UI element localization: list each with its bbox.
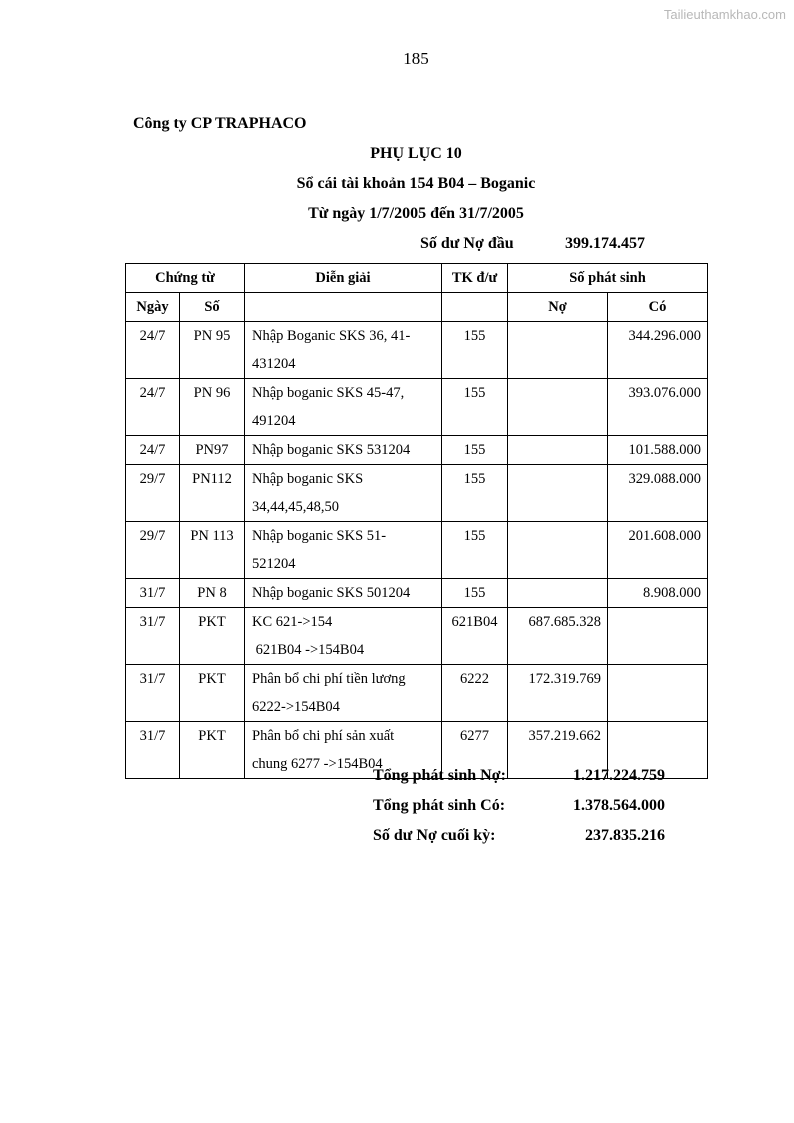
table-row — [126, 379, 708, 436]
cell-account: 155 — [442, 436, 508, 465]
table-row — [126, 322, 708, 379]
header-account: TK đ/ư — [442, 264, 508, 293]
appendix-title: PHỤ LỤC 10 — [370, 145, 462, 162]
cell-date: 24/7 — [126, 322, 180, 379]
header-description: Diễn giải — [245, 264, 442, 293]
cell-date: 31/7 — [126, 579, 180, 608]
cell-debit: 172.319.769 — [508, 665, 608, 722]
watermark: Tailieuthamkhao.com — [663, 7, 786, 22]
description-line-2: 621B04 ->154B04 — [252, 642, 365, 658]
cell-description — [245, 465, 442, 522]
cell-description — [245, 608, 442, 665]
company-name: Công ty CP TRAPHACO — [133, 115, 307, 132]
description-line-1: Nhập boganic SKS 531204 — [252, 442, 411, 458]
opening-balance-label: Số dư Nợ đầu — [420, 235, 514, 252]
header-credit: Có — [608, 293, 708, 322]
closing-balance-value: 237.835.216 — [585, 827, 665, 844]
description-line-2: 34,44,45,48,50 — [252, 499, 339, 515]
cell-credit: 101.588.000 — [608, 436, 708, 465]
cell-debit: 357.219.662 — [508, 722, 608, 779]
cell-credit: 393.076.000 — [608, 379, 708, 436]
cell-account: 155 — [442, 522, 508, 579]
cell-description — [245, 322, 442, 379]
cell-number: PN 95 — [180, 322, 245, 379]
cell-debit — [508, 436, 608, 465]
header-arising: Số phát sinh — [508, 264, 708, 293]
cell-date: 24/7 — [126, 379, 180, 436]
period: Từ ngày 1/7/2005 đến 31/7/2005 — [308, 205, 524, 222]
opening-balance-value: 399.174.457 — [565, 235, 645, 252]
cell-description — [245, 579, 442, 608]
header-debit: Nợ — [508, 293, 608, 322]
cell-date: 31/7 — [126, 608, 180, 665]
cell-debit — [508, 322, 608, 379]
description-line-1: Nhập boganic SKS — [252, 471, 364, 487]
cell-debit — [508, 379, 608, 436]
description-line-2: chung 6277 ->154B04 — [252, 756, 383, 772]
opening-balance — [420, 235, 645, 253]
cell-date: 31/7 — [126, 722, 180, 779]
cell-date: 31/7 — [126, 665, 180, 722]
cell-credit — [608, 608, 708, 665]
header-number: Số — [180, 293, 245, 322]
cell-account: 6222 — [442, 665, 508, 722]
cell-number: PN 8 — [180, 579, 245, 608]
cell-debit — [508, 522, 608, 579]
page-number: 185 — [403, 49, 429, 68]
cell-number: PN97 — [180, 436, 245, 465]
cell-date: 29/7 — [126, 465, 180, 522]
description-line-1: KC 621->154 — [252, 614, 333, 630]
cell-debit — [508, 465, 608, 522]
table-row — [126, 579, 708, 608]
cell-date: 24/7 — [126, 436, 180, 465]
total-credit-row — [373, 797, 665, 827]
cell-description — [245, 379, 442, 436]
cell-number: PN 113 — [180, 522, 245, 579]
table-row — [126, 436, 708, 465]
cell-account: 155 — [442, 322, 508, 379]
cell-debit — [508, 579, 608, 608]
table-row — [126, 522, 708, 579]
cell-number: PKT — [180, 722, 245, 779]
table-row — [126, 465, 708, 522]
total-debit-row — [373, 767, 665, 797]
table-row — [126, 608, 708, 665]
description-line-2: 491204 — [252, 413, 296, 429]
cell-credit: 344.296.000 — [608, 322, 708, 379]
header-date: Ngày — [126, 293, 180, 322]
description-line-1: Nhập boganic SKS 501204 — [252, 585, 411, 601]
description-line-1: Phân bổ chi phí tiền lương — [252, 671, 406, 687]
ledger-title: Sổ cái tài khoản 154 B04 – Boganic — [296, 175, 536, 192]
ledger-table — [125, 263, 708, 779]
header-voucher: Chứng từ — [126, 264, 245, 293]
cell-account: 155 — [442, 579, 508, 608]
cell-credit: 8.908.000 — [608, 579, 708, 608]
totals-block — [373, 767, 665, 857]
description-line-2: 431204 — [252, 356, 296, 372]
cell-account: 621B04 — [442, 608, 508, 665]
cell-debit: 687.685.328 — [508, 608, 608, 665]
cell-account: 6277 — [442, 722, 508, 779]
closing-balance-row — [373, 827, 665, 857]
cell-number: PKT — [180, 608, 245, 665]
cell-number: PN 96 — [180, 379, 245, 436]
cell-number: PN112 — [180, 465, 245, 522]
cell-description — [245, 665, 442, 722]
total-credit-label: Tổng phát sinh Có: — [373, 797, 506, 814]
table-subheader-row — [126, 293, 708, 322]
description-line-1: Nhập Boganic SKS 36, 41- — [252, 328, 411, 344]
description-line-1: Phân bổ chi phí sản xuất — [252, 728, 395, 744]
cell-credit: 201.608.000 — [608, 522, 708, 579]
cell-description — [245, 522, 442, 579]
header-empty-account — [442, 293, 508, 322]
cell-account: 155 — [442, 379, 508, 436]
table-row — [126, 665, 708, 722]
description-line-1: Nhập boganic SKS 45-47, — [252, 385, 405, 401]
cell-number: PKT — [180, 665, 245, 722]
cell-credit: 329.088.000 — [608, 465, 708, 522]
cell-account: 155 — [442, 465, 508, 522]
cell-description — [245, 436, 442, 465]
total-debit-value: 1.217.224.759 — [573, 767, 665, 784]
total-debit-label: Tổng phát sinh Nợ: — [373, 767, 506, 784]
cell-credit — [608, 665, 708, 722]
table-header-row — [126, 264, 708, 293]
total-credit-value: 1.378.564.000 — [573, 797, 665, 814]
description-line-2: 521204 — [252, 556, 296, 572]
cell-date: 29/7 — [126, 522, 180, 579]
description-line-1: Nhập boganic SKS 51- — [252, 528, 387, 544]
header-empty-desc — [245, 293, 442, 322]
closing-balance-label: Số dư Nợ cuối kỳ: — [373, 827, 496, 844]
description-line-2: 6222->154B04 — [252, 699, 340, 715]
